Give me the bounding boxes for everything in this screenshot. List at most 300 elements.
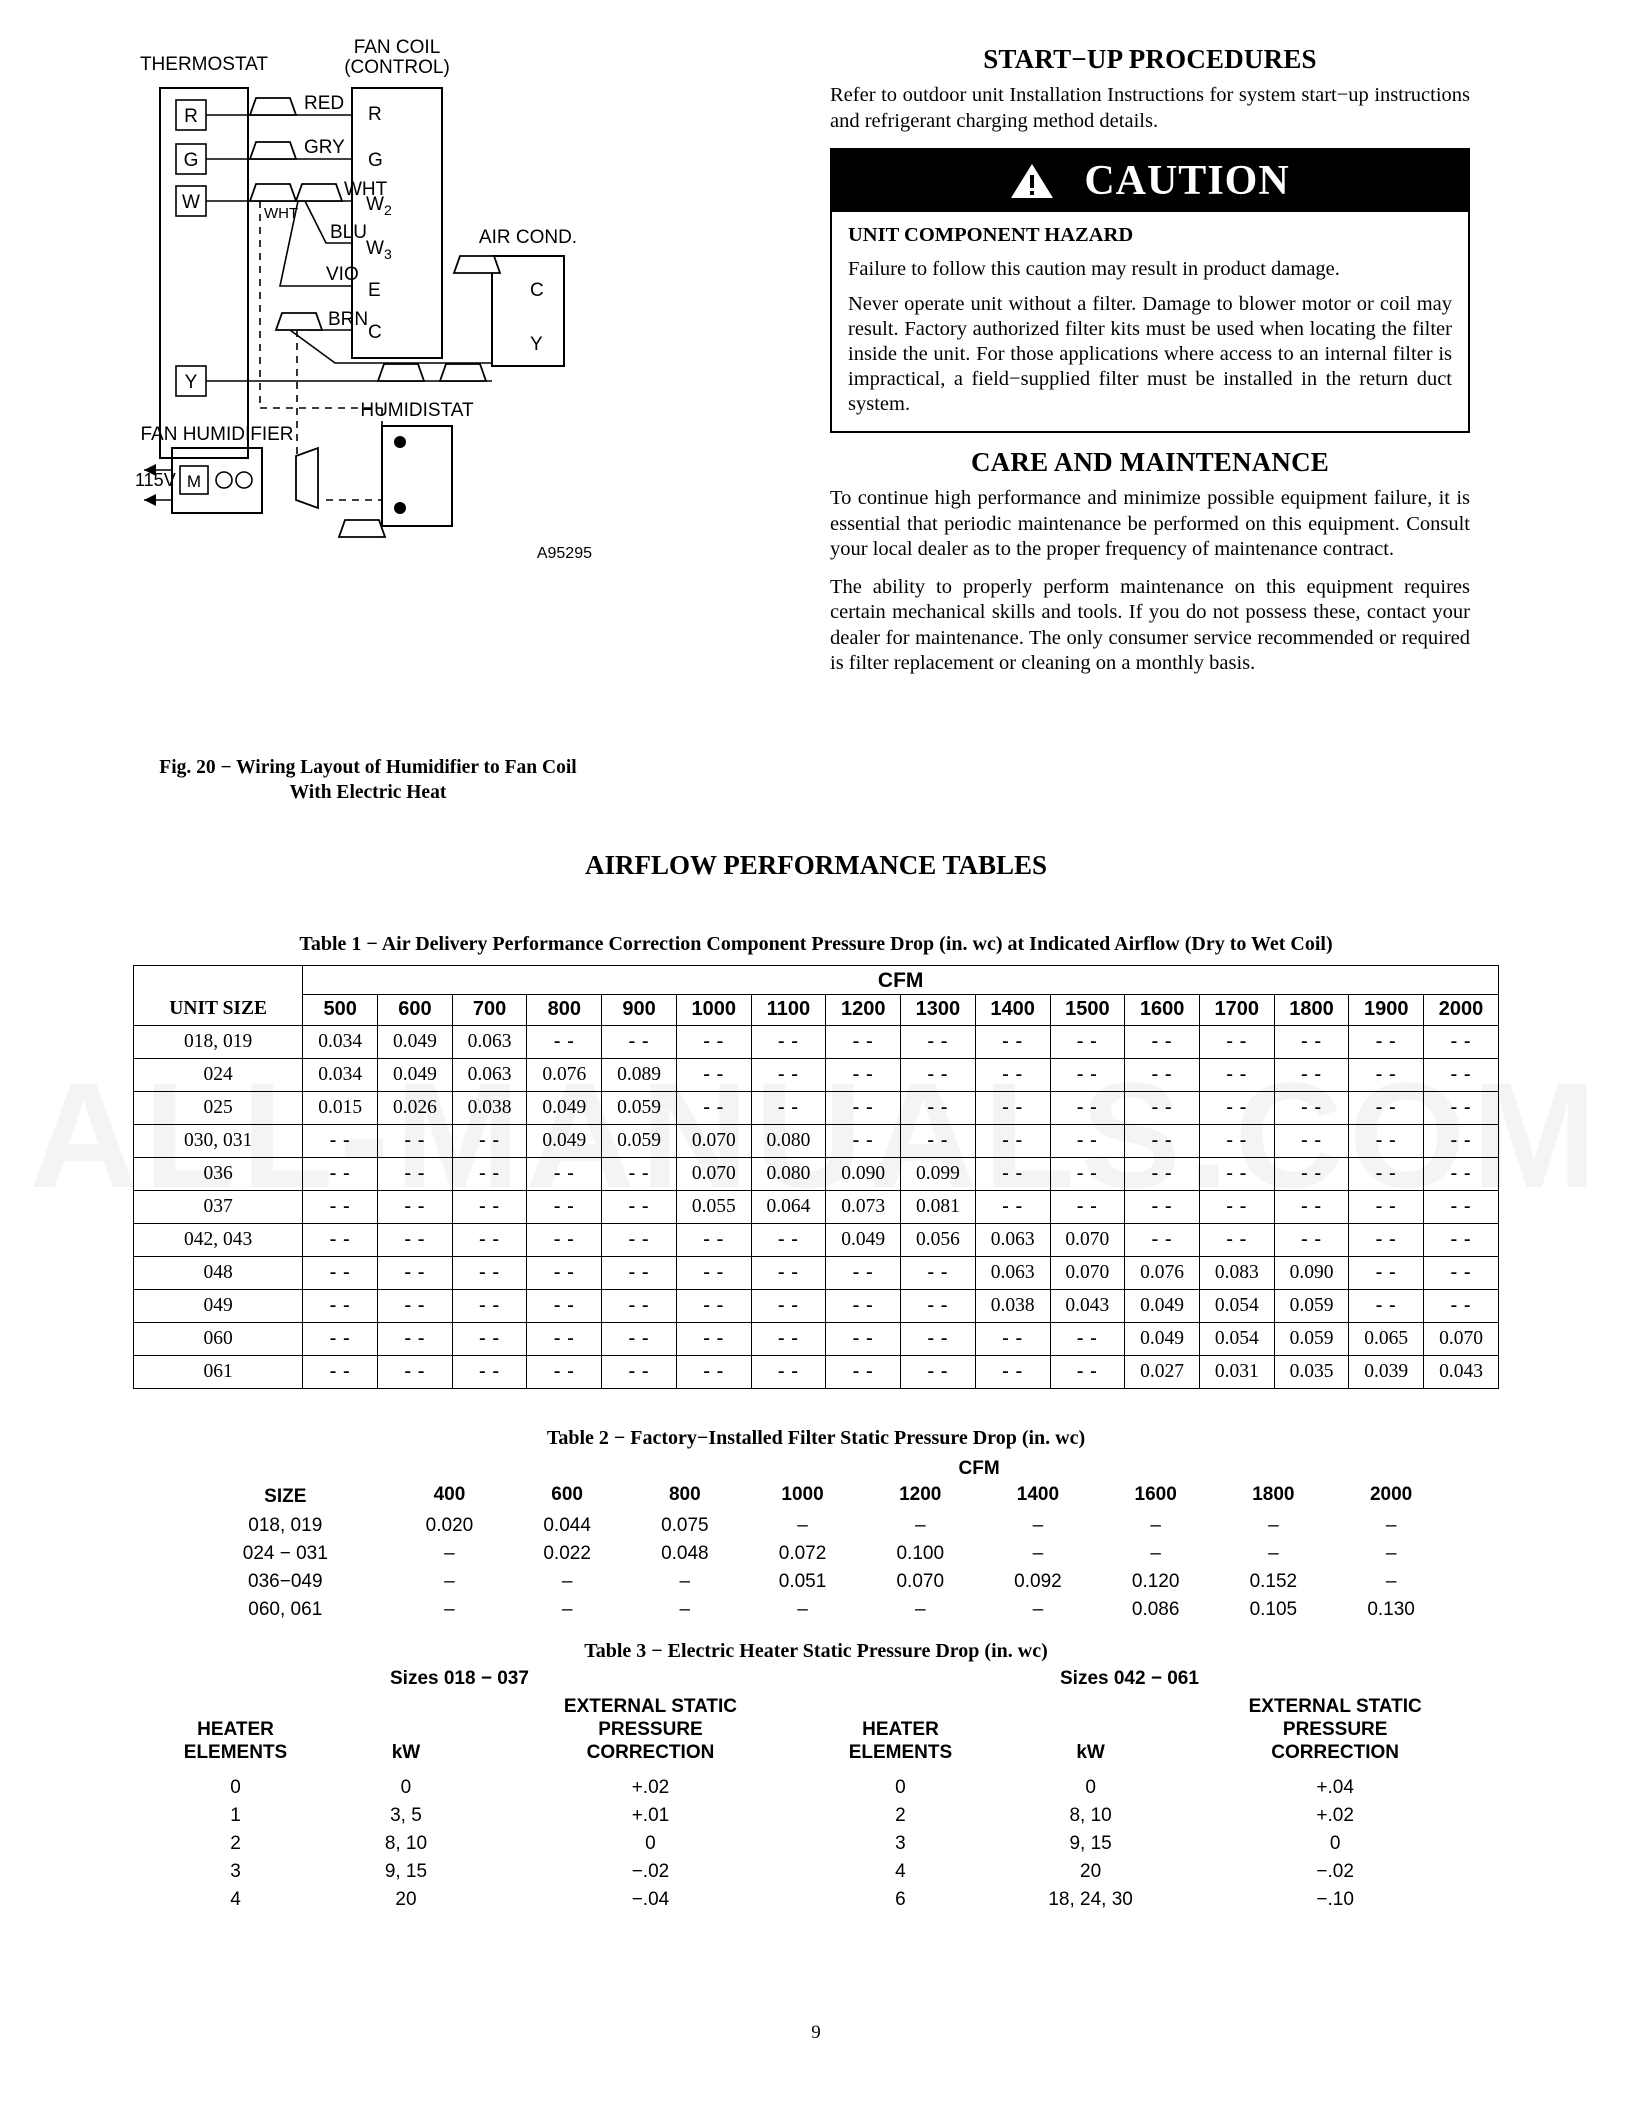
table1-cell: - - bbox=[1199, 1125, 1274, 1158]
table1-cell: - - bbox=[826, 1356, 901, 1389]
table1-cell: - - bbox=[1050, 1158, 1125, 1191]
table2-cell: – bbox=[444, 1571, 455, 1592]
caution-bar bbox=[832, 150, 1468, 212]
table2-size-cell: 018, 019 bbox=[248, 1515, 323, 1536]
table1-cell: - - bbox=[676, 1026, 751, 1059]
table-row bbox=[134, 1125, 1499, 1158]
table1-cell: 0.059 bbox=[1274, 1323, 1349, 1356]
table2-cell: – bbox=[797, 1515, 808, 1536]
caution-paragraph-2: Never operate unit without a filter. Damage to blower motor or coil may result. Factory authorized filter kits must be used when locating the filter inside the unit. For those applications where access to an internal filter is impractical, a field−supplied filter must be installed in the return duct system. bbox=[848, 293, 1452, 415]
table1-cell: - - bbox=[1274, 1026, 1349, 1059]
fancoil-terminal-w3: $W_3$ bbox=[366, 238, 392, 262]
table1-cell: - - bbox=[975, 1158, 1050, 1191]
table1-cell: - - bbox=[901, 1356, 976, 1389]
table1-unit-size-cell: 025 bbox=[134, 1092, 303, 1125]
table1-cell: - - bbox=[602, 1158, 677, 1191]
table3-left-elements-cell: 3 bbox=[230, 1861, 241, 1882]
figure-caption-line2: With Electric Heat bbox=[289, 782, 447, 803]
table1-cell: 0.090 bbox=[1274, 1257, 1349, 1290]
fancoil-terminal-c: C bbox=[368, 322, 382, 343]
table3-right-elements-cell: 6 bbox=[895, 1889, 906, 1910]
table3-left-correction-cell: +.02 bbox=[631, 1777, 670, 1798]
table1-cell: 0.073 bbox=[826, 1191, 901, 1224]
table1-cell: - - bbox=[975, 1125, 1050, 1158]
table1-cell: - - bbox=[378, 1323, 453, 1356]
table3-right-kw-cell: 9, 15 bbox=[1069, 1833, 1112, 1854]
table3-left-elements-cell: 4 bbox=[230, 1889, 241, 1910]
table-row bbox=[180, 1540, 1450, 1568]
table1-cell: - - bbox=[303, 1158, 378, 1191]
table2-cell: 0.022 bbox=[543, 1543, 591, 1564]
table1-cell: - - bbox=[826, 1026, 901, 1059]
table1-unit-size-header: UNIT SIZE bbox=[134, 995, 303, 1026]
table2-size-cell: 024 − 031 bbox=[242, 1543, 328, 1564]
table1-cell: - - bbox=[1199, 1191, 1274, 1224]
table1-cell: - - bbox=[751, 1092, 826, 1125]
table1-cell: - - bbox=[378, 1290, 453, 1323]
fan-humidifier-label: FAN HUMIDIFIER bbox=[140, 424, 294, 445]
table3-title: Table 3 − Electric Heater Static Pressure Drop (in. wc) bbox=[584, 1640, 1048, 1662]
table1-col-header-500: 500 bbox=[303, 995, 378, 1026]
table3-left-kw-cell: 8, 10 bbox=[384, 1833, 428, 1854]
table1-cell: - - bbox=[751, 1224, 826, 1257]
table1-cell: - - bbox=[303, 1257, 378, 1290]
table3-left-kw-cell: 0 bbox=[400, 1777, 412, 1798]
table1-unit-size-cell: 024 bbox=[134, 1059, 303, 1092]
page-number: 9 bbox=[811, 2022, 821, 2043]
table1-cell: - - bbox=[1274, 1092, 1349, 1125]
table1-cell: 0.070 bbox=[1050, 1257, 1125, 1290]
table1-unit-size-cell: 048 bbox=[134, 1257, 303, 1290]
table1-cell: 0.055 bbox=[676, 1191, 751, 1224]
table1-cell: 0.070 bbox=[676, 1158, 751, 1191]
table1-cell: - - bbox=[826, 1323, 901, 1356]
table1-cell: - - bbox=[676, 1257, 751, 1290]
table1-cell: 0.049 bbox=[378, 1026, 453, 1059]
table-row bbox=[134, 1290, 1499, 1323]
table3-left-elements-cell: 2 bbox=[230, 1833, 241, 1854]
table1-col-header-900: 900 bbox=[602, 995, 677, 1026]
table1-cell: - - bbox=[1349, 1290, 1424, 1323]
table1-cell: - - bbox=[1199, 1026, 1274, 1059]
table1-cell: - - bbox=[527, 1356, 602, 1389]
table2-cell: – bbox=[1032, 1599, 1044, 1620]
table1-cell: - - bbox=[1050, 1191, 1125, 1224]
table1-cell: 0.049 bbox=[1125, 1323, 1200, 1356]
table2-corner-cell bbox=[180, 1455, 391, 1482]
table3-corr-l1-left: EXTERNAL STATIC bbox=[563, 1696, 738, 1717]
table1-cell: - - bbox=[378, 1257, 453, 1290]
table1-cell: - - bbox=[452, 1125, 527, 1158]
fancoil-terminal-w2: $W_2$ bbox=[366, 194, 392, 218]
table1-cell: - - bbox=[751, 1290, 826, 1323]
table1-cell: 0.049 bbox=[527, 1092, 602, 1125]
table3-body bbox=[150, 1774, 1480, 1914]
table1-cell: - - bbox=[602, 1224, 677, 1257]
table1-cell: - - bbox=[901, 1026, 976, 1059]
table1-cell: - - bbox=[1424, 1092, 1499, 1125]
table3-he-l2-right: ELEMENTS bbox=[848, 1742, 953, 1763]
table1-cell: - - bbox=[901, 1059, 976, 1092]
table3-group-labels bbox=[0, 1668, 1632, 1692]
table1-cell: - - bbox=[1349, 1224, 1424, 1257]
table1-body bbox=[134, 1026, 1499, 1389]
table2-cell: 0.048 bbox=[661, 1543, 709, 1564]
table-row bbox=[134, 1191, 1499, 1224]
table1-col-header-1100: 1100 bbox=[751, 995, 826, 1026]
table3-right-elements-cell: 2 bbox=[895, 1805, 906, 1826]
table2-cell: – bbox=[1150, 1515, 1161, 1536]
table1-unit-size-cell: 036 bbox=[134, 1158, 303, 1191]
table1-cell: - - bbox=[975, 1323, 1050, 1356]
humidifier-motor-label: M bbox=[186, 472, 202, 491]
table3-left-group-label: Sizes 018 − 037 bbox=[390, 1668, 529, 1689]
table1-cell: - - bbox=[527, 1026, 602, 1059]
table1-cell: - - bbox=[1424, 1026, 1499, 1059]
fan-coil-label-line1: FAN COIL bbox=[353, 38, 441, 58]
voltage-label: 115V bbox=[135, 470, 176, 490]
table-row bbox=[150, 1802, 1480, 1830]
table1-cell: 0.026 bbox=[378, 1092, 453, 1125]
table2-cell: – bbox=[1385, 1543, 1397, 1564]
table2-body bbox=[180, 1512, 1450, 1624]
table1-cell: 0.076 bbox=[527, 1059, 602, 1092]
wire-label-brn: BRN bbox=[328, 309, 369, 330]
table1-unit-size-cell: 042, 043 bbox=[134, 1224, 303, 1257]
table1-cell: - - bbox=[1349, 1158, 1424, 1191]
wire-label-wht-small: WHT bbox=[264, 205, 299, 222]
table1-cell: - - bbox=[527, 1290, 602, 1323]
table1-col-header-1500: 1500 bbox=[1050, 995, 1125, 1026]
table1-column-header-row bbox=[134, 995, 1499, 1026]
table2-cell: 0.086 bbox=[1131, 1599, 1180, 1620]
table-row bbox=[134, 1323, 1499, 1356]
table1-cell: - - bbox=[1349, 1257, 1424, 1290]
table3-corr-l2-right: PRESSURE bbox=[1282, 1719, 1388, 1740]
table1-cell: - - bbox=[676, 1356, 751, 1389]
table3-right-elements-cell: 4 bbox=[895, 1861, 906, 1882]
table1-cell: 0.034 bbox=[303, 1059, 378, 1092]
table1-cell: - - bbox=[975, 1356, 1050, 1389]
table1-cell: 0.070 bbox=[676, 1125, 751, 1158]
table1-cell: - - bbox=[452, 1257, 527, 1290]
table3-right-correction-cell: +.02 bbox=[1316, 1805, 1354, 1826]
table1-cell: - - bbox=[676, 1323, 751, 1356]
table1-cell: - - bbox=[826, 1125, 901, 1158]
table1-cell: - - bbox=[1424, 1059, 1499, 1092]
table1-group-header-row bbox=[134, 966, 1499, 995]
table1-cell: - - bbox=[975, 1092, 1050, 1125]
table3-header-row bbox=[150, 1694, 1480, 1774]
table-row bbox=[180, 1596, 1450, 1624]
table1-cell: 0.064 bbox=[751, 1191, 826, 1224]
table1-cell: 0.083 bbox=[1199, 1257, 1274, 1290]
table1-cell: 0.065 bbox=[1349, 1323, 1424, 1356]
table3-he-l1-right: HEATER bbox=[862, 1719, 939, 1740]
table1-unit-size-cell: 060 bbox=[134, 1323, 303, 1356]
table2-cell: – bbox=[797, 1599, 808, 1620]
table2-cell: 0.075 bbox=[661, 1515, 709, 1536]
table1-cell: - - bbox=[452, 1191, 527, 1224]
table1-cell: - - bbox=[901, 1257, 976, 1290]
table1-cell: - - bbox=[1050, 1323, 1125, 1356]
table-row bbox=[180, 1512, 1450, 1540]
table2-cell: – bbox=[1385, 1515, 1397, 1536]
table1-col-header-1300: 1300 bbox=[901, 995, 976, 1026]
fancoil-terminal-r: R bbox=[368, 104, 382, 125]
table1-cell: 0.063 bbox=[452, 1026, 527, 1059]
table1-cell: 0.049 bbox=[527, 1125, 602, 1158]
table1-cell: - - bbox=[676, 1059, 751, 1092]
table1-cell: - - bbox=[378, 1125, 453, 1158]
table1-cell: - - bbox=[1050, 1356, 1125, 1389]
table2-cell: – bbox=[1150, 1543, 1161, 1564]
table1-cell: - - bbox=[676, 1290, 751, 1323]
table1-cell: 0.063 bbox=[452, 1059, 527, 1092]
table1-cell: - - bbox=[1199, 1092, 1274, 1125]
table1-unit-size-cell: 049 bbox=[134, 1290, 303, 1323]
table1-cell: - - bbox=[303, 1125, 378, 1158]
table3-electric-heater bbox=[150, 1694, 1480, 1914]
table1-cfm-group-label: CFM bbox=[303, 966, 1499, 995]
table2-cell: 0.044 bbox=[543, 1515, 591, 1536]
table3-left-correction-cell: −.02 bbox=[631, 1861, 670, 1882]
table-row bbox=[134, 1158, 1499, 1191]
table1-cell: - - bbox=[452, 1356, 527, 1389]
table2-filter-pressure-drop bbox=[180, 1455, 1450, 1624]
table1-cell: 0.080 bbox=[751, 1158, 826, 1191]
table1-unit-size-cell: 061 bbox=[134, 1356, 303, 1389]
humidistat-label: HUMIDISTAT bbox=[360, 400, 474, 421]
table2-cell: – bbox=[1032, 1515, 1044, 1536]
table2-cell: 0.120 bbox=[1131, 1571, 1180, 1592]
table2-cell: – bbox=[444, 1599, 455, 1620]
table1-cell: 0.089 bbox=[602, 1059, 677, 1092]
table2-cell: – bbox=[914, 1599, 926, 1620]
table1-cell: - - bbox=[378, 1224, 453, 1257]
table2-cell: 0.072 bbox=[778, 1543, 827, 1564]
table1-cell: - - bbox=[751, 1323, 826, 1356]
table-row bbox=[150, 1858, 1480, 1886]
wire-label-blu: BLU bbox=[330, 222, 367, 243]
table1-cell: - - bbox=[826, 1290, 901, 1323]
table1-cell: - - bbox=[1125, 1191, 1200, 1224]
table3-left-elements-cell: 1 bbox=[230, 1805, 241, 1826]
table2-title: Table 2 − Factory−Installed Filter Static Pressure Drop (in. wc) bbox=[546, 1427, 1086, 1449]
table1-cell: - - bbox=[751, 1356, 826, 1389]
care-heading: CARE AND MAINTENANCE bbox=[970, 447, 1330, 477]
table-row bbox=[150, 1774, 1480, 1802]
table-row bbox=[134, 1092, 1499, 1125]
table1-cell: - - bbox=[303, 1290, 378, 1323]
thermostat-terminal-y: Y bbox=[184, 372, 198, 393]
wiring-diagram-figure bbox=[130, 38, 600, 598]
table1-cell: - - bbox=[676, 1224, 751, 1257]
table1-cell: 0.043 bbox=[1050, 1290, 1125, 1323]
wire-label-red: RED bbox=[304, 93, 345, 114]
table1-cell: - - bbox=[378, 1356, 453, 1389]
fancoil-terminal-e: E bbox=[368, 280, 381, 301]
caution-paragraph-1: Failure to follow this caution may result in product damage. bbox=[848, 258, 1340, 280]
table1-cell: - - bbox=[602, 1026, 677, 1059]
table2-cell: 0.152 bbox=[1249, 1571, 1298, 1592]
table2-spacer-cell-2 bbox=[1097, 1455, 1450, 1482]
right-column bbox=[830, 44, 1470, 689]
table1-cell: - - bbox=[1199, 1059, 1274, 1092]
table1-cell: - - bbox=[901, 1290, 976, 1323]
table1-cell: - - bbox=[1125, 1092, 1200, 1125]
caution-title: UNIT COMPONENT HAZARD bbox=[848, 224, 1134, 246]
table1-cell: 0.059 bbox=[1274, 1290, 1349, 1323]
table2-cell: 0.070 bbox=[896, 1571, 945, 1592]
table1-cell: - - bbox=[1125, 1224, 1200, 1257]
table1-cell: 0.099 bbox=[901, 1158, 976, 1191]
table1-cell: - - bbox=[1274, 1224, 1349, 1257]
table2-cell: – bbox=[1032, 1543, 1044, 1564]
table1-cell: - - bbox=[602, 1257, 677, 1290]
table3-corr-l2-left: PRESSURE bbox=[598, 1719, 703, 1740]
table1-cell: 0.039 bbox=[1349, 1356, 1424, 1389]
table1-cell: 0.027 bbox=[1125, 1356, 1200, 1389]
table-row bbox=[180, 1568, 1450, 1596]
table1-col-header-1800: 1800 bbox=[1274, 995, 1349, 1026]
table1-cell: - - bbox=[975, 1191, 1050, 1224]
table2-cfm-group-label: CFM bbox=[958, 1458, 1000, 1479]
table2-cell: – bbox=[561, 1599, 573, 1620]
table1-col-header-1200: 1200 bbox=[826, 995, 901, 1026]
figure-caption-line1: Fig. 20 − Wiring Layout of Humidifier to Fan Coil bbox=[159, 757, 577, 778]
table1-cell: - - bbox=[378, 1158, 453, 1191]
aircond-terminal-c: C bbox=[530, 280, 544, 301]
table2-cell: 0.100 bbox=[896, 1543, 945, 1564]
table1-cell: - - bbox=[1349, 1191, 1424, 1224]
table3-corr-l3-right: CORRECTION bbox=[1271, 1742, 1400, 1763]
table1-cell: - - bbox=[527, 1158, 602, 1191]
table2-cell: – bbox=[914, 1515, 926, 1536]
table2-cell: 0.130 bbox=[1367, 1599, 1415, 1620]
caution-body bbox=[832, 212, 1468, 431]
table1-cell: 0.059 bbox=[602, 1092, 677, 1125]
table1-cell: 0.043 bbox=[1424, 1356, 1499, 1389]
table1-cell: - - bbox=[901, 1125, 976, 1158]
table1-col-header-1700: 1700 bbox=[1199, 995, 1274, 1026]
fan-coil-label-line2: (CONTROL) bbox=[344, 57, 450, 78]
table1-cell: - - bbox=[1050, 1092, 1125, 1125]
table3-kw-header-left: kW bbox=[391, 1742, 421, 1763]
table1-cell: 0.049 bbox=[826, 1224, 901, 1257]
table1-cell: - - bbox=[452, 1323, 527, 1356]
drawing-code: A95295 bbox=[536, 545, 592, 562]
table-row bbox=[134, 1026, 1499, 1059]
table1-cell: - - bbox=[1125, 1026, 1200, 1059]
table-row bbox=[150, 1830, 1480, 1858]
table1-col-header-2000: 2000 bbox=[1424, 995, 1499, 1026]
table3-right-correction-cell: +.04 bbox=[1316, 1777, 1354, 1798]
table2-col-header-1200: 1200 bbox=[899, 1484, 942, 1505]
table3-he-l1-left: HEATER bbox=[197, 1719, 274, 1740]
table3-left-correction-cell: +.01 bbox=[631, 1805, 670, 1826]
airflow-section-heading: AIRFLOW PERFORMANCE TABLES bbox=[584, 850, 1048, 880]
table1-cell: - - bbox=[452, 1290, 527, 1323]
table2-cell: 0.092 bbox=[1014, 1571, 1062, 1592]
table1-cell: 0.038 bbox=[975, 1290, 1050, 1323]
table1-unit-size-cell: 037 bbox=[134, 1191, 303, 1224]
table1-cell: 0.063 bbox=[975, 1257, 1050, 1290]
table3-right-kw-cell: 18, 24, 30 bbox=[1048, 1889, 1133, 1910]
table1-cell: 0.063 bbox=[975, 1224, 1050, 1257]
table1-cell: - - bbox=[527, 1257, 602, 1290]
wire-label-vio: VIO bbox=[326, 264, 359, 285]
table1-cell: - - bbox=[1349, 1026, 1424, 1059]
table1-col-header-1400: 1400 bbox=[975, 995, 1050, 1026]
care-paragraph-2: The ability to properly perform maintenance on this equipment requires certain mechanical skills and tools. If you do not possess these, contact your dealer for maintenance. The only consumer service recommended or required is filter replacement or cleaning on a monthly basis. bbox=[830, 575, 1470, 674]
table1-cell: - - bbox=[975, 1026, 1050, 1059]
table1-cell: - - bbox=[901, 1092, 976, 1125]
table3-left-correction-cell: −.04 bbox=[631, 1889, 670, 1910]
table1-col-header-1900: 1900 bbox=[1349, 995, 1424, 1026]
table-row bbox=[134, 1224, 1499, 1257]
thermostat-terminal-w: W bbox=[182, 192, 200, 213]
table3-he-l2-left: ELEMENTS bbox=[183, 1742, 288, 1763]
table1-cell: - - bbox=[1125, 1059, 1200, 1092]
table3-right-elements-cell: 3 bbox=[895, 1833, 906, 1854]
wire-label-gry: GRY bbox=[304, 137, 345, 158]
table1-cell: 0.049 bbox=[1125, 1290, 1200, 1323]
air-cond-label: AIR COND. bbox=[478, 227, 578, 248]
table1-cell: 0.015 bbox=[303, 1092, 378, 1125]
table2-cell: – bbox=[1268, 1515, 1279, 1536]
table-row bbox=[150, 1886, 1480, 1914]
table2-group-header-row bbox=[180, 1455, 1450, 1482]
caution-word: CAUTION bbox=[1084, 158, 1290, 204]
table3-left-kw-cell: 9, 15 bbox=[384, 1861, 428, 1882]
table2-cell: – bbox=[679, 1599, 691, 1620]
table1-cell: - - bbox=[1274, 1158, 1349, 1191]
table3-right-correction-cell: −.02 bbox=[1316, 1861, 1354, 1882]
table1-cell: - - bbox=[602, 1323, 677, 1356]
table2-cell: – bbox=[679, 1571, 691, 1592]
table2-col-header-600: 600 bbox=[551, 1484, 583, 1505]
table1-cell: - - bbox=[1274, 1191, 1349, 1224]
table1-cell: - - bbox=[303, 1191, 378, 1224]
table1-cell: - - bbox=[452, 1224, 527, 1257]
table1-cell: - - bbox=[826, 1059, 901, 1092]
table-row bbox=[134, 1356, 1499, 1389]
table1-cell: - - bbox=[1424, 1125, 1499, 1158]
table1-cell: - - bbox=[1125, 1125, 1200, 1158]
table1-cell: - - bbox=[1199, 1224, 1274, 1257]
table1-cell: - - bbox=[1424, 1158, 1499, 1191]
table1-cell: 0.038 bbox=[452, 1092, 527, 1125]
table2-spacer-cell bbox=[391, 1455, 862, 1482]
table1-cell: - - bbox=[1424, 1257, 1499, 1290]
table2-size-cell: 060, 061 bbox=[248, 1599, 323, 1620]
table2-cell: – bbox=[444, 1543, 455, 1564]
table1-cell: - - bbox=[1125, 1158, 1200, 1191]
fancoil-terminal-g: G bbox=[368, 150, 383, 171]
table3-correction-header-left bbox=[491, 1694, 810, 1774]
table1-cell: - - bbox=[1349, 1092, 1424, 1125]
wiring-diagram-svg bbox=[130, 38, 600, 598]
thermostat-label: THERMOSTAT bbox=[139, 54, 269, 75]
table-row bbox=[134, 1059, 1499, 1092]
table3-right-kw-cell: 8, 10 bbox=[1069, 1805, 1112, 1826]
table2-cell: – bbox=[1385, 1571, 1397, 1592]
table2-col-header-1400: 1400 bbox=[1016, 1484, 1060, 1505]
caution-box bbox=[830, 148, 1470, 433]
table1-col-header-1000: 1000 bbox=[676, 995, 751, 1026]
table1-cell: - - bbox=[452, 1158, 527, 1191]
